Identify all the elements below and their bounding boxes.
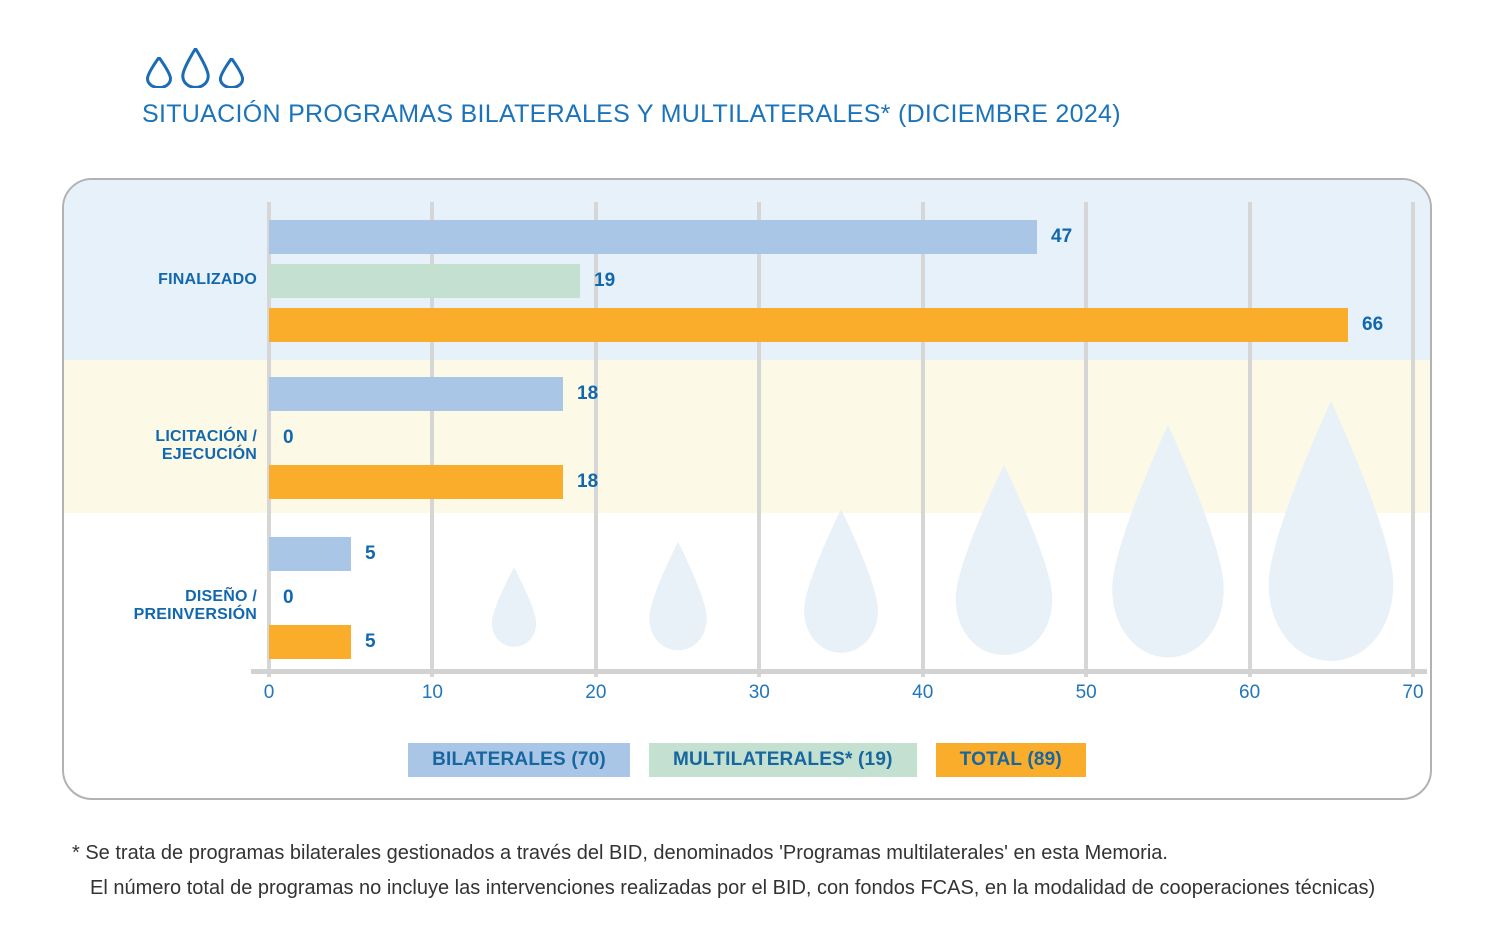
category-labels-layer: [64, 180, 1430, 798]
footnote-line-1: * Se trata de programas bilaterales gestionados a través del BID, denominados 'Programas multilaterales' en esta Memoria.: [72, 842, 1168, 864]
x-axis-tick-label: 0: [263, 682, 275, 703]
water-drop-icon: [218, 58, 245, 88]
chart-title: SITUACIÓN PROGRAMAS BILATERALES Y MULTILATERALES* (DICIEMBRE 2024): [142, 100, 1121, 128]
bar-value-label: 0: [283, 587, 294, 608]
category-label: FINALIZADO: [158, 271, 257, 288]
x-axis-tick-label: 20: [585, 682, 607, 703]
legend-item-total: TOTAL (89): [936, 743, 1086, 777]
bar-value-label: 0: [283, 427, 294, 448]
x-axis-tick-label: 40: [912, 682, 934, 703]
footnote: [72, 836, 1472, 906]
x-axis-tick-label: 70: [1402, 682, 1424, 703]
bar-value-label: 18: [577, 383, 599, 404]
chart-panel: [62, 178, 1432, 800]
x-axis-tick-label: 60: [1239, 682, 1261, 703]
footnote-line-2: El número total de programas no incluye las intervenciones realizadas por el BID, con fondos FCAS, en la modalidad de cooperaciones técnicas): [90, 877, 1376, 899]
legend: [64, 743, 1430, 777]
category-label: LICITACIÓN / EJECUCIÓN: [155, 428, 257, 463]
bar-value-label: 19: [594, 270, 616, 291]
bar-value-label: 5: [365, 543, 376, 564]
bar-value-label: 18: [577, 471, 599, 492]
legend-item-multilaterales: MULTILATERALES* (19): [649, 743, 917, 777]
category-label: DISEÑO / PREINVERSIÓN: [133, 588, 257, 623]
water-drop-icon: [180, 48, 211, 88]
x-axis-tick-label: 50: [1075, 682, 1097, 703]
bar-value-label: 5: [365, 631, 376, 652]
water-drops-logo: [145, 48, 245, 88]
x-axis-tick-label: 30: [748, 682, 770, 703]
legend-item-bilaterales: BILATERALES (70): [408, 743, 630, 777]
bar-value-label: 47: [1051, 226, 1073, 247]
x-axis-tick-label: 10: [421, 682, 443, 703]
bar-value-label: 66: [1362, 314, 1384, 335]
water-drop-icon: [145, 57, 173, 88]
